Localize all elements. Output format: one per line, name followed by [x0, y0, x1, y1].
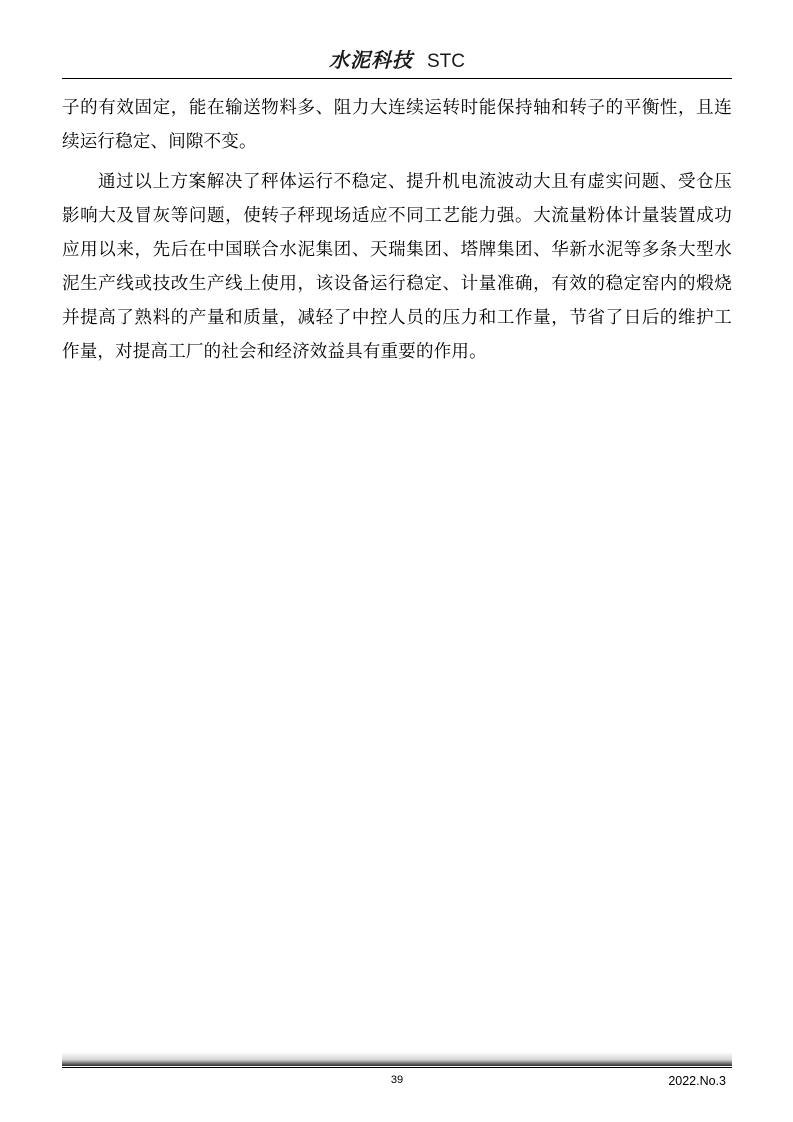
- page-footer: [62, 1074, 732, 1094]
- paragraph-conclusion: 通过以上方案解决了秤体运行不稳定、提升机电流波动大且有虚实问题、受仓压影响大及冒灰等问题，使转子秤现场适应不同工艺能力强。大流量粉体计量装置成功应用以来，先后在中国联合水泥集团、天瑞集团、塔牌集团、华新水泥等多条大型水泥生产线或技改生产线上使用，该设备运行稳定、计量准确，有效的稳定窑内的煅烧并提高了熟料的产量和质量，减轻了中控人员的压力和工作量，节省了日后的维护工作量，对提高工厂的社会和经济效益具有重要的作用。: [62, 171, 732, 361]
- footer-divider: [62, 1067, 732, 1068]
- header-divider: [62, 78, 732, 79]
- issue-label: 2022.No.3: [668, 1074, 726, 1088]
- page-number: 39: [390, 1074, 404, 1086]
- document-body: [62, 90, 732, 368]
- page-header: [62, 44, 732, 78]
- journal-title: 水泥科技: [329, 50, 413, 72]
- footer-shading: [62, 1052, 732, 1066]
- journal-code: STC: [427, 51, 465, 72]
- paragraph-continuation: 子的有效固定，能在输送物料多、阻力大连续运转时能保持轴和转子的平衡性，且连续运行稳定、间隙不变。: [62, 97, 732, 151]
